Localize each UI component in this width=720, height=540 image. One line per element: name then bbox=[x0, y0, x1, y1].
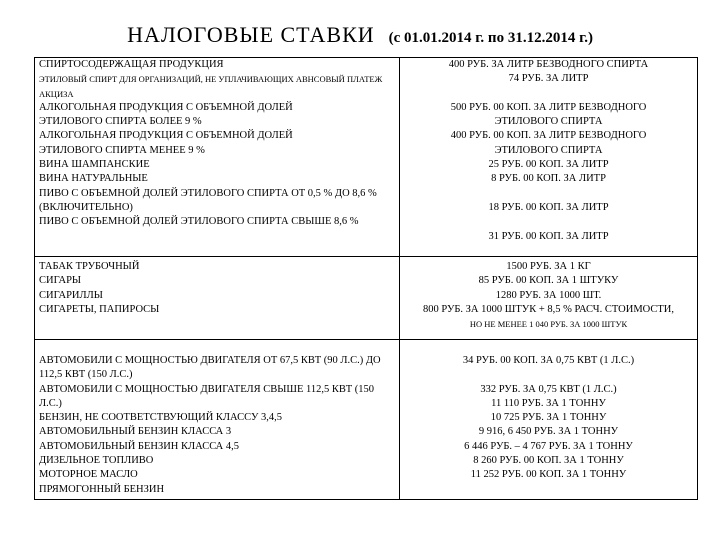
list-item: СИГАРЫ bbox=[39, 275, 82, 287]
rate-value: 11 252 РУБ. 00 КОП. ЗА 1 ТОННУ bbox=[470, 469, 627, 481]
rate-value: 8 РУБ. 00 КОП. ЗА ЛИТР bbox=[491, 173, 606, 185]
title-main: НАЛОГОВЫЕ СТАВКИ bbox=[127, 22, 375, 47]
rate-value: 332 РУБ. ЗА 0,75 КВТ (1 Л.С.) bbox=[480, 383, 617, 395]
rate-value: 500 РУБ. 00 КОП. ЗА ЛИТР БЕЗВОДНОГО bbox=[450, 101, 647, 113]
list-item: СИГАРИЛЛЫ bbox=[39, 289, 103, 301]
title-period: (с 01.01.2014 г. по 31.12.2014 г.) bbox=[388, 30, 593, 46]
list-item: БЕНЗИН, НЕ СООТВЕТСТВУЮЩИЙ КЛАССУ 3,4,5 bbox=[39, 412, 283, 424]
alcohol-rates-cell bbox=[400, 58, 698, 257]
rate-value: 800 РУБ. ЗА 1000 ШТУК + 8,5 % РАСЧ. СТОИМОСТИ, bbox=[423, 303, 674, 315]
list-item: ВИНА ШАМПАНСКИЕ bbox=[39, 159, 150, 171]
list-item: АВТОМОБИЛИ С МОЩНОСТЬЮ ДВИГАТЕЛЯ ОТ 67,5 КВТ (90 Л.С.) ДО 112,5 КВТ (150 Л.С.) bbox=[39, 355, 381, 381]
rate-value: 6 446 РУБ. – 4 767 РУБ. ЗА 1 ТОННУ bbox=[464, 440, 633, 452]
auto-fuel-items-cell bbox=[35, 340, 400, 500]
list-item: АВТОМОБИЛЬНЫЙ БЕНЗИН КЛАССА 3 bbox=[39, 426, 232, 438]
list-item: АВТОМОБИЛЬНЫЙ БЕНЗИН КЛАССА 4,5 bbox=[39, 440, 240, 452]
rate-value: 18 РУБ. 00 КОП. ЗА ЛИТР bbox=[488, 201, 609, 213]
tax-rates-table bbox=[34, 57, 698, 500]
list-item: ПРЯМОГОННЫЙ БЕНЗИН bbox=[39, 483, 165, 495]
table-row bbox=[35, 257, 698, 340]
rate-value: 25 РУБ. 00 КОП. ЗА ЛИТР bbox=[488, 159, 609, 171]
rate-value: 1280 РУБ. ЗА 1000 ШТ. bbox=[495, 289, 602, 301]
rate-value: ЭТИЛОВОГО СПИРТА bbox=[494, 116, 603, 128]
rate-value: 9 916, 6 450 РУБ. ЗА 1 ТОННУ bbox=[478, 426, 619, 438]
list-item: ПИВО С ОБЪЕМНОЙ ДОЛЕЙ ЭТИЛОВОГО СПИРТА СВЫШЕ 8,6 % bbox=[39, 216, 359, 228]
list-item: АЛКОГОЛЬНАЯ ПРОДУКЦИЯ С ОБЪЕМНОЙ ДОЛЕЙ bbox=[39, 130, 293, 142]
rate-value: 10 725 РУБ. ЗА 1 ТОННУ bbox=[490, 412, 607, 424]
rate-value: 34 РУБ. 00 КОП. ЗА 0,75 КВТ (1 Л.С.) bbox=[462, 355, 635, 366]
auto-fuel-rates-cell bbox=[400, 340, 698, 500]
rate-value: ЭТИЛОВОГО СПИРТА bbox=[494, 144, 603, 156]
list-item: ЭТИЛОВОГО СПИРТА МЕНЕЕ 9 % bbox=[39, 144, 205, 156]
tobacco-rates-cell bbox=[400, 257, 698, 340]
list-item: ЭТИЛОВОГО СПИРТА БОЛЕЕ 9 % bbox=[39, 116, 202, 128]
list-item: СПИРТОСОДЕРЖАЩАЯ ПРОДУКЦИЯ bbox=[39, 59, 224, 70]
rate-value: НО НЕ МЕНЕЕ 1 040 РУБ. ЗА 1000 ШТУК bbox=[469, 319, 628, 330]
list-item: АЛКОГОЛЬНАЯ ПРОДУКЦИЯ С ОБЪЕМНОЙ ДОЛЕЙ bbox=[39, 101, 293, 113]
list-item: ДИЗЕЛЬНОЕ ТОПЛИВО bbox=[39, 455, 154, 467]
list-item: ПИВО С ОБЪЕМНОЙ ДОЛЕЙ ЭТИЛОВОГО СПИРТА ОТ 0,5 % ДО 8,6 % (ВКЛЮЧИТЕЛЬНО) bbox=[39, 187, 377, 213]
rate-value: 1500 РУБ. ЗА 1 КГ bbox=[506, 261, 591, 272]
rate-value: 85 РУБ. 00 КОП. ЗА 1 ШТУКУ bbox=[478, 275, 619, 287]
rate-value: 400 РУБ. ЗА ЛИТР БЕЗВОДНОГО СПИРТА bbox=[448, 59, 649, 70]
table-row bbox=[35, 58, 698, 257]
rate-value: 74 РУБ. ЗА ЛИТР bbox=[508, 73, 589, 85]
list-item: ЭТИЛОВЫЙ СПИРТ ДЛЯ ОРГАНИЗАЦИЙ, НЕ УПЛАЧИВАЮЩИХ АВНСОВЫЙ ПЛАТЕЖ АКЦИЗА bbox=[39, 74, 383, 99]
table-row bbox=[35, 340, 698, 500]
list-item: СИГАРЕТЫ, ПАПИРОСЫ bbox=[39, 303, 160, 315]
list-item: ТАБАК ТРУБОЧНЫЙ bbox=[39, 261, 140, 272]
tobacco-items-cell bbox=[35, 257, 400, 340]
rate-value: 400 РУБ. 00 КОП. ЗА ЛИТР БЕЗВОДНОГО bbox=[450, 130, 647, 142]
rate-value: 8 260 РУБ. 00 КОП. ЗА 1 ТОННУ bbox=[473, 455, 624, 467]
rate-value: 11 110 РУБ. ЗА 1 ТОННУ bbox=[491, 397, 606, 409]
list-item: МОТОРНОЕ МАСЛО bbox=[39, 469, 138, 481]
alcohol-items-cell bbox=[35, 58, 400, 257]
page-title bbox=[0, 22, 720, 48]
list-item: АВТОМОБИЛИ С МОЩНОСТЬЮ ДВИГАТЕЛЯ СВЫШЕ 112,5 КВТ (150 Л.С.) bbox=[39, 383, 375, 409]
rate-value: 31 РУБ. 00 КОП. ЗА ЛИТР bbox=[488, 230, 609, 242]
list-item: ВИНА НАТУРАЛЬНЫЕ bbox=[39, 173, 148, 185]
